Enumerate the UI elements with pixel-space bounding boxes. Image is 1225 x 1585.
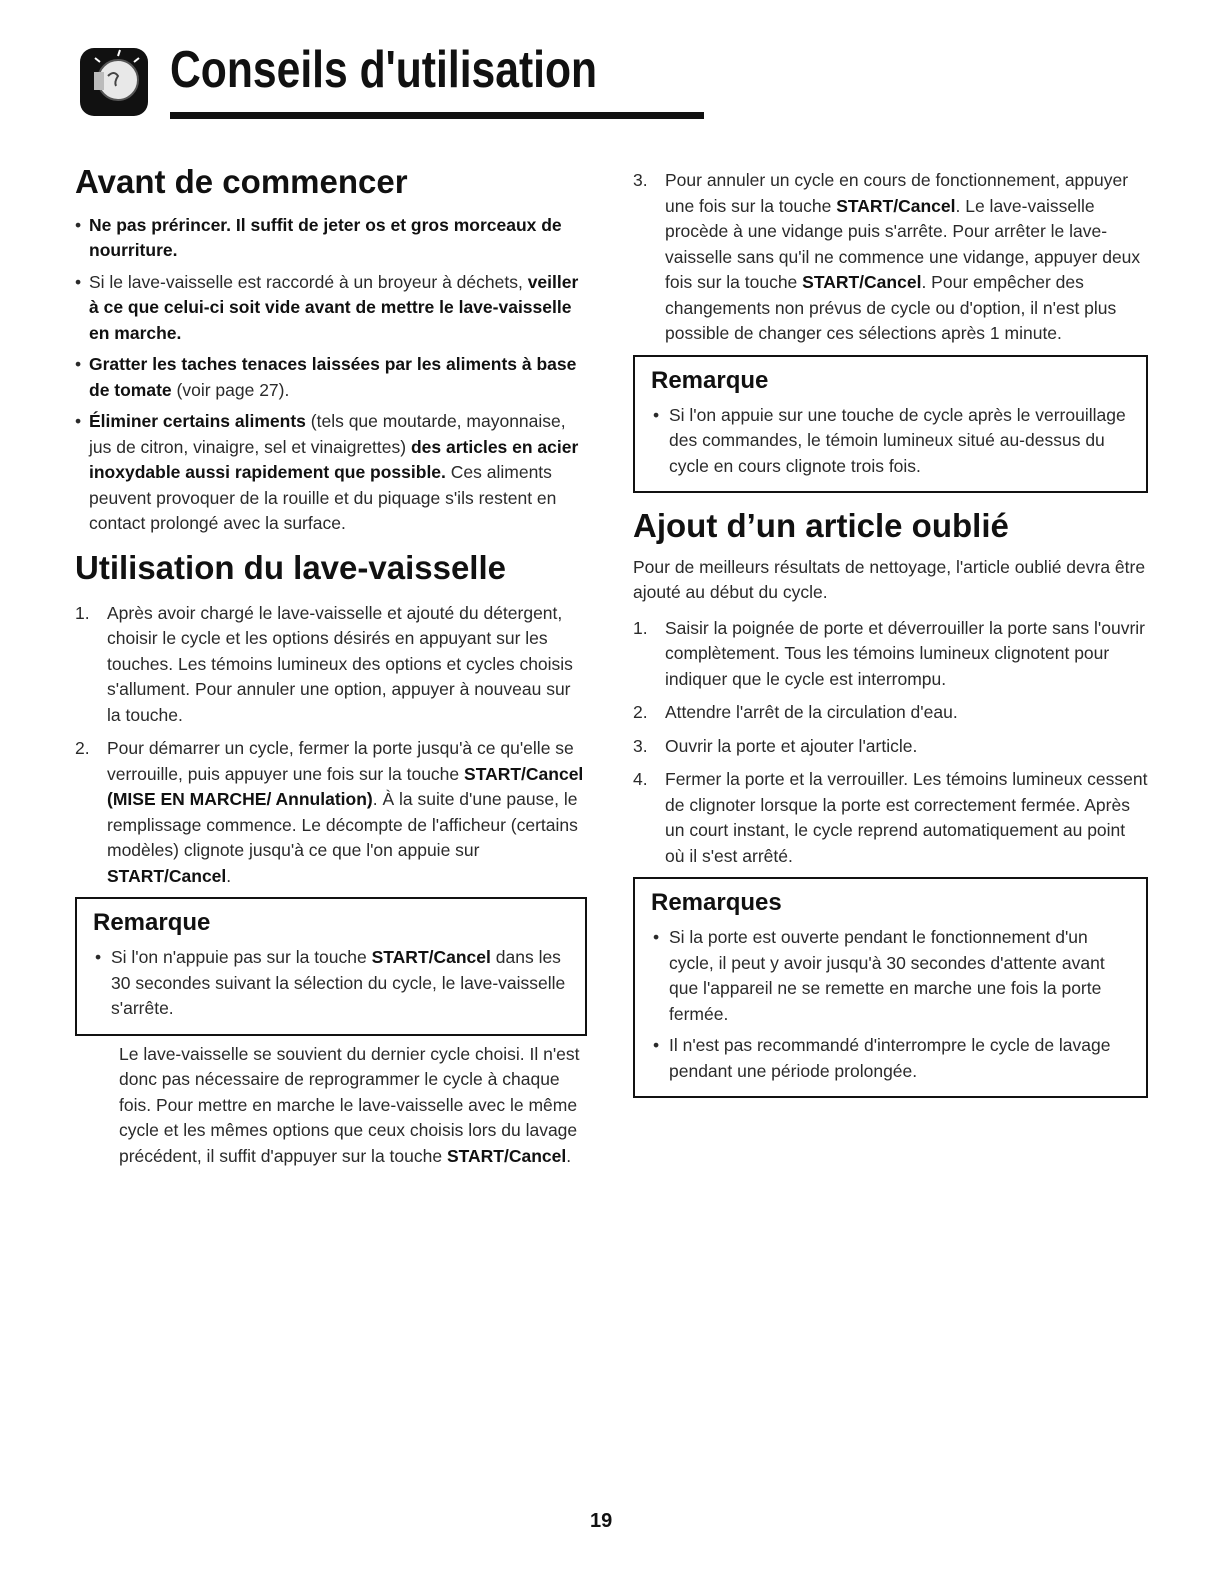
item-number: 1. (633, 617, 648, 638)
item-text: Pour annuler un cycle en cours de fonctionnement, appuyer une fois sur la touche (665, 170, 1129, 216)
list-item (75, 601, 587, 729)
item-bold-text: START/Cancel (107, 865, 227, 886)
note-text: dans les 30 secondes suivant la sélection du cycle, le lave-vaisselle s'arrête. (111, 947, 566, 1019)
item-text: Saisir la poignée de porte et déverrouiller la porte sans l'ouvrir complètement. Tous les témoins lumineux clignotent pour indiquer que le cycle est interrompu. (665, 617, 1145, 689)
note-item (93, 945, 569, 1022)
page-number: 19 (590, 1510, 613, 1532)
note-item: • Il n'est pas recommandé d'interrompre le cycle de lavage pendant une période prolongée. (651, 1033, 1130, 1084)
list-item (633, 734, 1148, 760)
note-box (633, 355, 1148, 494)
item-text: . (226, 865, 232, 886)
item-text: . Pour empêcher des changements non prévus de cycle ou d'option, il n'est plus possible de changer ces sélections après 1 minute. (665, 272, 1117, 343)
list-item (75, 409, 587, 537)
paragraph (75, 1042, 587, 1170)
bullet-bold-text: des articles en acier inoxydable aussi rapidement que possible. (89, 436, 579, 483)
bullet-bold-text: Ne pas prérincer. Il suffit de jeter os et gros morceaux de nourriture. (89, 214, 562, 261)
right-column (633, 168, 1148, 1098)
item-text: Fermer la porte et la verrouiller. Les témoins lumineux cessent de clignoter lorsque la porte est correctement fermée. Après un court instant, le cycle reprend automatiquement au point où il s'est arrêté. (665, 769, 1148, 866)
page-header (78, 38, 628, 120)
item-text: Attendre l'arrêt de la circulation d'eau. (665, 702, 958, 723)
page-title: Conseils d'utilisation (170, 41, 598, 99)
bullet-bold-text: Éliminer certains aliments (89, 411, 306, 432)
item-bold-text: START/Cancel (836, 195, 956, 216)
list-item (633, 700, 1148, 726)
paragraph: Pour de meilleurs résultats de nettoyage, l'article oublié devra être ajouté au début du cycle. (633, 556, 1146, 603)
note-text: Si l'on n'appuie pas sur la touche (111, 947, 372, 968)
section-heading-utilisation: Utilisation du lave-vaisselle (75, 548, 506, 586)
section-heading-ajout: Ajout d’un article oublié (633, 507, 1009, 544)
item-bold-text: START/Cancel (802, 272, 922, 292)
list-item (633, 168, 1148, 347)
item-number: 2. (633, 702, 648, 723)
list-item (633, 767, 1148, 869)
note-heading: Remarques (651, 889, 782, 917)
left-column (75, 163, 587, 1169)
title-underline (170, 112, 704, 119)
item-number: 4. (633, 769, 648, 790)
list-item (633, 616, 1148, 693)
note-item: • Si la porte est ouverte pendant le fonctionnement d'un cycle, il peut y avoir jusqu'à 30 secondes d'attente avant que l'appareil ne se remette en marche une fois la porte fermée. (651, 925, 1130, 1027)
note-item: • Si l'on appuie sur une touche de cycle après le verrouillage des commandes, le témoin lumineux situé au-dessus du cycle en cours clignote trois fois. (651, 403, 1130, 480)
numbered-list (633, 616, 1148, 870)
item-bold-text: START/Cancel (MISE EN MARCHE/ Annulation) (107, 763, 584, 810)
paragraph-text: . (566, 1145, 572, 1166)
numbered-list (633, 168, 1148, 347)
item-text: Ouvrir la porte et ajouter l'article. (665, 735, 918, 756)
note-box (633, 877, 1148, 1098)
lightbulb-icon (78, 46, 150, 118)
list-item (75, 213, 587, 264)
item-text: . Le lave-vaisselle procède à une vidange puis s'arrête. Pour arrêter le lave-vaisselle sans qu'il ne commence une vidange, appuyer deux fois sur la touche (665, 195, 1141, 292)
item-number: 3. (633, 735, 648, 756)
list-item (75, 270, 587, 347)
list-item (75, 736, 587, 889)
numbered-list (75, 601, 587, 890)
item-number: 1. (75, 602, 90, 623)
list-item (75, 352, 587, 403)
bullet-text: Si le lave-vaisselle est raccordé à un broyeur à déchets, (89, 271, 528, 292)
note-heading: Remarque (93, 909, 211, 937)
section-heading-avant: Avant de commencer (75, 163, 408, 200)
bullet-text: (tels que moutarde, mayonnaise, jus de citron, vinaigre, sel et vinaigrettes) (89, 411, 566, 457)
item-number: 2. (75, 738, 90, 759)
note-bold-text: START/Cancel (371, 947, 491, 968)
item-text: Pour démarrer un cycle, fermer la porte jusqu'à ce qu'elle se verrouille, puis appuyer une fois sur la touche (107, 738, 574, 784)
bullet-bold-text: Gratter les taches tenaces laissées par les aliments à base de tomate (89, 354, 577, 400)
note-heading: Remarque (651, 366, 769, 394)
note-box (75, 897, 587, 1036)
bullet-text: (voir page 27). (171, 379, 290, 400)
bullet-text: Ces aliments peuvent provoquer de la rouille et du piquage s'ils restent en contact prolongé avec la surface. (89, 462, 557, 534)
paragraph-text: Le lave-vaisselle se souvient du dernier cycle choisi. Il n'est donc pas nécessaire de reprogrammer le cycle à chaque fois. Pour mettre en marche le lave-vaisselle avec le même cycle et les mêmes options que ceux choisis lors du lavage précédent, il suffit d'appuyer sur la touche (119, 1043, 580, 1166)
bullet-bold-text: veiller à ce que celui-ci soit vide avant de mettre le lave-vaisselle en marche. (89, 271, 579, 343)
paragraph-bold-text: START/Cancel (446, 1145, 567, 1166)
item-number: 3. (633, 170, 648, 190)
item-text: Après avoir chargé le lave-vaisselle et ajouté du détergent, choisir le cycle et les options désirés en appuyant sur les touches. Les témoins lumineux des options et cycles choisis s'allument. Pour annuler une option, appuyer à nouveau sur la touche. (107, 602, 573, 725)
item-text: . À la suite d'une pause, le remplissage commence. Le décompte de l'afficheur (certains modèles) clignote jusqu'à ce que l'on appuie sur (107, 789, 578, 861)
